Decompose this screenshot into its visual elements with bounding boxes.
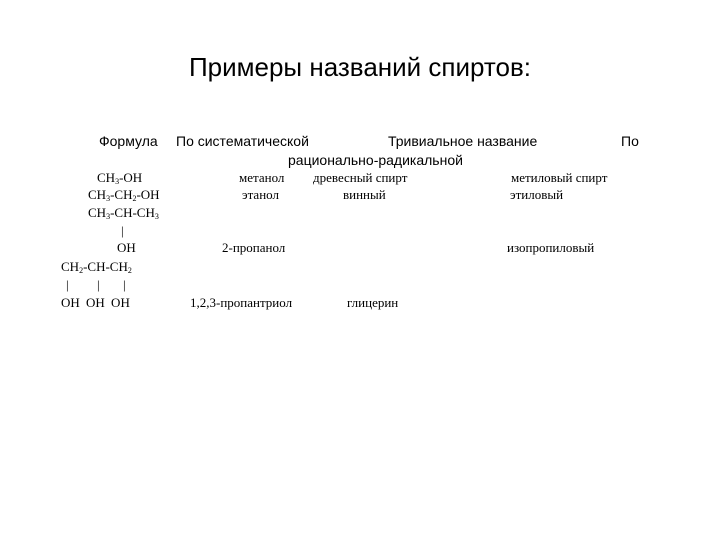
formula-text: CH xyxy=(61,259,80,274)
trivial-name: винный xyxy=(343,187,386,202)
header-trivial: Тривиальное название xyxy=(388,133,538,149)
formula-ethanol xyxy=(88,187,160,203)
header-rational-line1: По xyxy=(621,133,639,149)
formula-subscript: 3 xyxy=(106,194,111,203)
formula-subscript: 2 xyxy=(132,194,137,203)
formula-text: -CH xyxy=(110,187,133,202)
formula-substituent: OH xyxy=(117,240,136,255)
rational-name: изопропиловый xyxy=(507,240,595,255)
bond-line: | xyxy=(123,277,126,292)
systematic-name: 1,2,3-пропантриол xyxy=(190,295,293,310)
formula-subscript: 3 xyxy=(154,212,159,221)
formula-subscript: 2 xyxy=(79,266,84,275)
formula-text: -OH xyxy=(119,170,143,185)
formula-subscript: 2 xyxy=(127,266,132,275)
bond-line: | xyxy=(66,277,69,292)
trivial-name: древесный спирт xyxy=(313,170,408,185)
formula-glycerol xyxy=(61,259,132,275)
rational-name: метиловый спирт xyxy=(511,170,608,185)
systematic-name: 2-пропанол xyxy=(222,240,286,255)
systematic-name: этанол xyxy=(242,187,279,202)
systematic-name: метанол xyxy=(239,170,285,185)
formula-text: -OH xyxy=(136,187,160,202)
bond-line: | xyxy=(97,277,100,292)
formula-subscript: 3 xyxy=(106,212,111,221)
bond-line: | xyxy=(121,223,124,238)
formula-propanol xyxy=(88,205,159,221)
formula-text: -CH-CH xyxy=(110,205,155,220)
formula-subscript: 3 xyxy=(115,177,120,186)
formula-text: -CH-CH xyxy=(83,259,128,274)
rational-name: этиловый xyxy=(510,187,564,202)
header-formula: Формула xyxy=(99,133,158,149)
header-systematic: По систематической xyxy=(176,133,309,149)
formula-text: CH xyxy=(88,205,107,220)
formula-text: CH xyxy=(97,170,116,185)
formula-substituents: OH OH OH xyxy=(61,295,130,310)
formula-text: CH xyxy=(88,187,107,202)
header-rational-line2: рационально-радикальной xyxy=(288,152,463,168)
formula-methanol xyxy=(97,170,142,186)
trivial-name: глицерин xyxy=(347,295,399,310)
slide-title: Примеры названий спиртов: xyxy=(188,52,532,82)
